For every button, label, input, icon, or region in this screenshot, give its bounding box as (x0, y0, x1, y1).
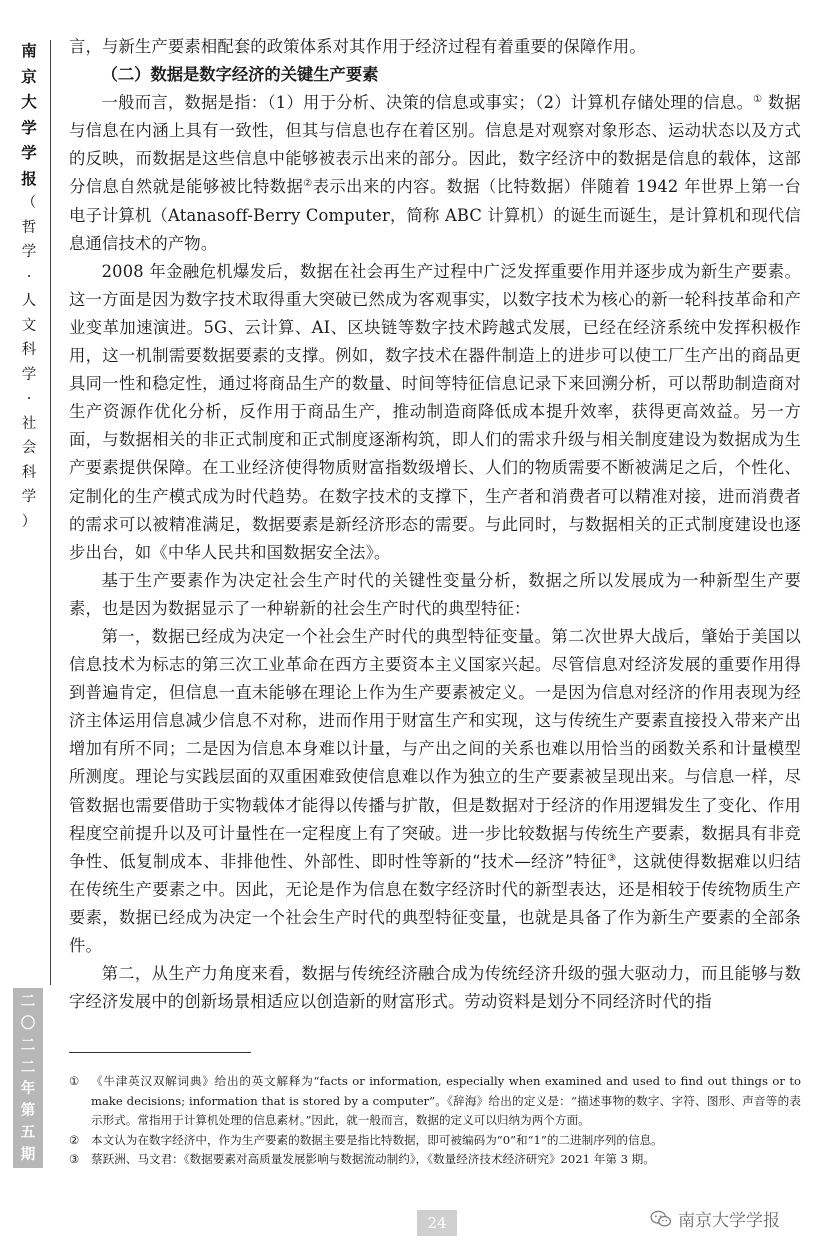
footnote-text: 本文认为在数字经济中，作为生产要素的数据主要是指比特数据，即可被编码为“0”和“1”的二进制序列的信息。 (91, 1132, 663, 1147)
page-number: 24 (417, 1210, 457, 1236)
journal-title-char: 学 (21, 117, 37, 137)
issue-char: 二 (20, 993, 36, 1010)
footnote-text: 蔡跃洲、马文君：《数据要素对高质量发展影响与数据流动制约》，《数量经济技术经济研究》2021 年第 3 期。 (91, 1152, 655, 1166)
article-body (69, 33, 801, 1016)
sidebar-divider (50, 40, 51, 985)
paragraph: 基于生产要素作为决定社会生产时代的关键性变量分析，数据之所以发展成为一种新型生产要素，也是因为数据显示了一种崭新的社会生产时代的典型特征： (69, 570, 801, 618)
footnote-ref-2[interactable]: ② (303, 178, 313, 190)
paragraph-text: 一般而言，数据是指：（1）用于分析、决策的信息或事实；（2）计算机存储处理的信息。 (101, 93, 754, 113)
journal-subtitle-char: 科 (21, 464, 37, 481)
journal-subtitle-char: 哲 (21, 219, 37, 236)
paragraph-text: 言，与新生产要素相配套的政策体系对其作用于经济过程有着重要的保障作用。 (69, 37, 646, 56)
journal-subtitle-char: 科 (21, 342, 37, 358)
journal-title-char: 京 (21, 66, 37, 86)
journal-subtitle-char: · (26, 391, 32, 407)
paragraph-text: ，这就使得数据难以归结在传统生产要素之中。因此，无论是作为信息在数字经济时代的新型表达，还是相较于传统物质生产要素，数据已经成为决定一个社会生产时代的典型特征变量，也就是具备了作为新生产要素的全部条件。 (69, 851, 801, 955)
paragraph-text: 第一，数据已经成为决定一个社会生产时代的典型特征变量。第二次世界大战后，肇始于美国以信息技术为标志的第三次工业革命在西方主要资本主义国家兴起。尽管信息对经济发展的重要作用得到普遍肯定，但信息一直未能够在理论上作为生产要素被定义。一是因为信息对经济的作用表现为经济主体运用信息减少信息不对称，进而作用于财富生产和实现，这与传统生产要素直接投入带来产出增加有所不同；二是因为信息本身难以计量，与产出之间的关系也难以用恰当的函数关系和计量模型所测度。理论与实践层面的双重困难致使信息难以作为独立的生产要素被呈现出来。与信息一样，尽管数据也需要借助于实物载体才能得以传播与扩散，但是数据对于经济的作用逻辑发生了变化、作用程度空前提升以及可计量性在一定程度上有了突破。进一步比较数据与传统生产要素，数据具有非竞争性、低复制成本、非排他性、外部性、即时性等新的“技术—经济”特征 (69, 626, 801, 871)
wechat-watermark (650, 1206, 780, 1231)
issue-char: 〇 (20, 1014, 36, 1032)
issue-char: 二 (20, 1058, 36, 1076)
journal-subtitle-char: （ (21, 195, 37, 211)
journal-subtitle-char: · (26, 268, 32, 285)
footnotes (69, 1072, 801, 1170)
paragraph (69, 33, 801, 61)
footnote (69, 1072, 801, 1131)
footnote-ref-3[interactable]: ③ (607, 852, 617, 864)
issue-char: 二 (20, 1036, 36, 1054)
journal-title-char: 大 (21, 92, 37, 111)
journal-subtitle-char: 学 (21, 244, 37, 260)
footnote (69, 1131, 801, 1151)
footnote-ref-1[interactable]: ① (753, 94, 763, 106)
issue-char: 第 (20, 1102, 36, 1120)
footnote-text: 《牛津英汉双解词典》给出的英文解释为“facts or information, especially when examined and used to find out things or to make decisions; information that is stored by a computer”。《辞海》给出的定义是：“描述事物的数字、字符、图形、声音等的表示形式。常指用于计算机处理的信息素材。”因此，就一般而言，数据的定义可以归纳为两个方面。 (91, 1074, 801, 1127)
paragraph: 2008 年金融危机爆发后，数据在社会再生产过程中广泛发挥重要作用并逐步成为新生产要素。这一方面是因为数字技术取得重大突破已然成为客观事实，以数字技术为核心的新一轮科技革命和产业变革加速演进。5G、云计算、AI、区块链等数字技术跨越式发展，已经在经济系统中发挥积极作用，这一机制需要数据要素的支撑。例如，数字技术在器件制造上的进步可以使工厂生产出的商品更具同一性和稳定性，通过将商品生产的数量、时间等特征信息记录下来回溯分析，可以帮助制造商对生产资源作优化分析，反作用于商品生产，推动制造商降低成本提升效率，获得更高效益。另一方面，与数据相关的非正式制度和正式制度逐渐构筑，即人们的需求升级与相关制度建设为数据成为生产要素提供保障。在工业经济使得物质财富指数级增长、人们的物质需要不断被满足之后，个性化、定制化的生产模式成为时代趋势。在数字技术的支撑下，生产者和消费者可以精准对接，进而消费者的需求可以被精准满足，数据要素是新经济形态的需要。与此同时，与数据相关的正式制度建设也逐步出台，如《中华人民共和国数据安全法》。 (69, 261, 801, 562)
paragraph (69, 89, 801, 258)
footnote-mark: ③ (69, 1152, 80, 1166)
footnote-rule (69, 1052, 251, 1053)
issue-char: 五 (20, 1124, 36, 1142)
watermark-text: 南京大学学报 (678, 1211, 780, 1231)
journal-sidebar (14, 38, 44, 534)
paragraph (69, 623, 801, 960)
journal-title-char: 南 (21, 41, 37, 60)
journal-subtitle-char: ） (21, 513, 37, 530)
journal-title-char: 报 (21, 168, 37, 188)
footnote (69, 1150, 801, 1170)
journal-title-char: 学 (21, 143, 37, 162)
journal-subtitle-char: 学 (21, 366, 37, 383)
issue-char: 年 (20, 1080, 36, 1098)
section-heading: （二）数据是数字经济的关键生产要素 (101, 65, 379, 85)
wechat-icon (650, 1210, 672, 1228)
paragraph-text: 数据与信息在内涵上具有一致性，但其与信息也存在着区别。信息是对观察对象形态、运动状态以及方式的反映，而数据是这些信息中能够被表示出来的部分。因此，数字经济中的数据是信息的载体，这部分信息自然就是能够被比特数据 (69, 93, 801, 197)
journal-subtitle-char: 文 (21, 317, 37, 334)
journal-subtitle-char: 学 (21, 489, 37, 505)
paragraph-text: 表示出来的内容。数据（比特数据）伴随着 1942 年世界上第一台电子计算机（Atanasoff-Berry Computer，简称 ABC 计算机）的诞生而诞生，是计算机和现代信息通信技术的产物。 (69, 177, 801, 253)
footnote-mark: ② (69, 1132, 80, 1147)
journal-subtitle-char: 会 (21, 440, 37, 456)
journal-subtitle-char: 社 (21, 415, 37, 432)
issue-char: 期 (20, 1145, 36, 1163)
issue-year-band (13, 988, 43, 1168)
paragraph: 第二，从生产力角度来看，数据与传统经济融合成为传统经济升级的强大驱动力，而且能够与数字经济发展中的创新场景相适应以创造新的财富形式。劳动资料是划分不同经济时代的指 (69, 964, 801, 1012)
footnote-mark: ① (69, 1074, 80, 1088)
journal-subtitle-char: 人 (21, 293, 37, 309)
